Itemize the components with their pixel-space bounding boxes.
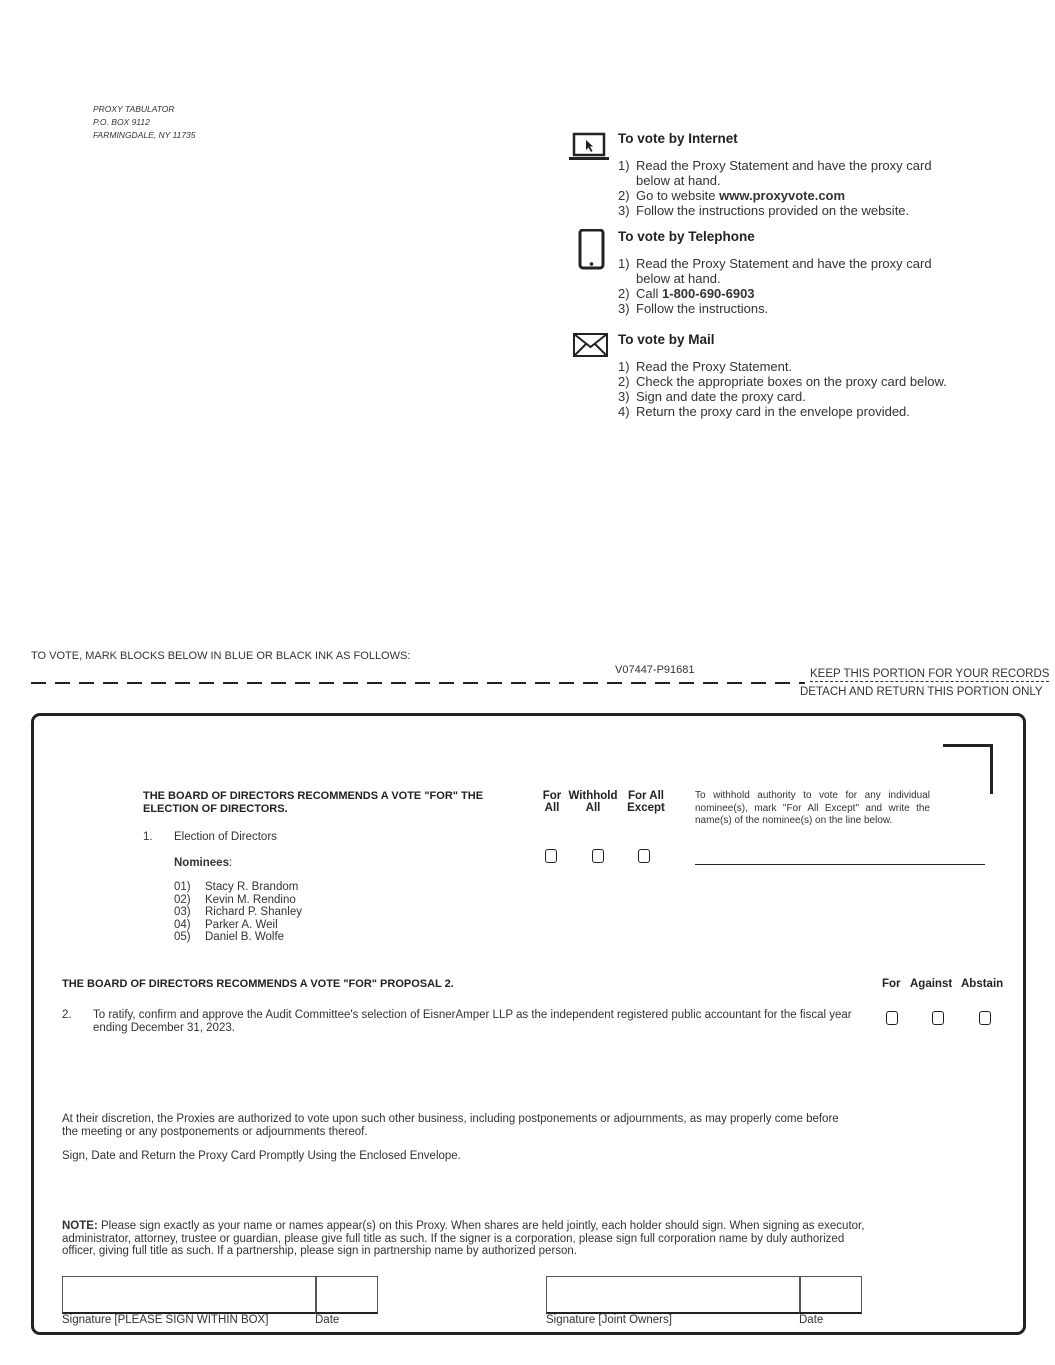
nominee-number: 05) bbox=[174, 931, 191, 943]
col-label: Withhold bbox=[568, 790, 618, 802]
step-number: 3) bbox=[618, 389, 630, 404]
signing-note bbox=[62, 1220, 864, 1258]
withhold-all-checkbox[interactable] bbox=[592, 849, 604, 863]
nominee-number: 04) bbox=[174, 918, 191, 931]
nominees-label-text: Nominees bbox=[174, 857, 229, 869]
note-text: Please sign exactly as your name or names appear(s) on this Proxy. When shares are held jointly, each holder should sign. When signing as executor, bbox=[97, 1220, 865, 1232]
col-label: All bbox=[544, 802, 560, 814]
step-number: 4) bbox=[618, 404, 630, 419]
step-number: 2) bbox=[618, 286, 630, 301]
text-line: administrator, attorney, trustee or guardian, please give full title as such. If the signer is a corporation, please sign full corporation name by duly authorized bbox=[62, 1232, 845, 1245]
col-label: For bbox=[542, 790, 562, 802]
col-label: All bbox=[585, 802, 601, 814]
col-for-all bbox=[540, 790, 564, 814]
internet-title: To vote by Internet bbox=[618, 131, 738, 146]
telephone-title: To vote by Telephone bbox=[618, 229, 755, 244]
withhold-instructions: To withhold authority to vote for any individual nominee(s), mark "For All Except" and write the name(s) of the nominee(s) on the line below. bbox=[695, 790, 930, 826]
address-line: FARMINGDALE, NY 11735 bbox=[93, 130, 196, 140]
col-label: Except bbox=[627, 802, 665, 814]
list-item bbox=[174, 919, 302, 932]
step-text: below at hand. bbox=[636, 271, 721, 286]
discretion-text bbox=[62, 1113, 839, 1138]
heading-line: THE BOARD OF DIRECTORS RECOMMENDS A VOTE "FOR" THE bbox=[143, 790, 484, 802]
text-line: To ratify, confirm and approve the Audit Committee's selection of EisnerAmper LLP as the independent registered public accountant for the fiscal year bbox=[93, 1009, 852, 1021]
vote-by-internet bbox=[568, 131, 958, 221]
signature-label: Signature [PLEASE SIGN WITHIN BOX] bbox=[62, 1314, 269, 1326]
nominees-label bbox=[174, 857, 232, 869]
for-all-except-checkbox[interactable] bbox=[638, 849, 650, 863]
nominee-number: 02) bbox=[174, 893, 191, 906]
step-text: Go to website bbox=[636, 188, 720, 203]
date-label: Date bbox=[315, 1314, 340, 1326]
col-for-all-except bbox=[624, 790, 668, 814]
step-text: Read the Proxy Statement. bbox=[636, 359, 793, 374]
text-line bbox=[62, 1220, 864, 1233]
text-line: At their discretion, the Proxies are authorized to vote upon such other business, including postponements or adjournments, as may properly come before bbox=[62, 1113, 839, 1125]
mark-instructions: TO VOTE, MARK BLOCKS BELOW IN BLUE OR BLACK INK AS FOLLOWS: bbox=[31, 650, 411, 662]
phone-number[interactable]: 1-800-690-6903 bbox=[662, 286, 755, 301]
nominee-number: 01) bbox=[174, 881, 191, 893]
step-text: Check the appropriate boxes on the proxy card below. bbox=[636, 374, 947, 389]
joint-date-box[interactable] bbox=[799, 1276, 862, 1314]
joint-signature-label: Signature [Joint Owners] bbox=[546, 1314, 672, 1326]
nominee-name: Kevin M. Rendino bbox=[205, 893, 296, 906]
detach-portion-label: DETACH AND RETURN THIS PORTION ONLY bbox=[800, 686, 1043, 698]
step-number: 1) bbox=[618, 158, 630, 173]
sign-return-instructions: Sign, Date and Return the Proxy Card Promptly Using the Enclosed Envelope. bbox=[62, 1150, 461, 1162]
step-text: below at hand. bbox=[636, 173, 721, 188]
control-number: V07447-P91681 bbox=[615, 664, 695, 676]
laptop-icon bbox=[568, 131, 610, 163]
step-number: 3) bbox=[618, 203, 630, 218]
address-line: PROXY TABULATOR bbox=[93, 104, 175, 114]
col-abstain: Abstain bbox=[961, 978, 1004, 990]
for-all-checkbox[interactable] bbox=[545, 849, 557, 863]
proposal-2-heading: THE BOARD OF DIRECTORS RECOMMENDS A VOTE "FOR" PROPOSAL 2. bbox=[62, 978, 454, 990]
nominee-number: 03) bbox=[174, 906, 191, 918]
step-number: 2) bbox=[618, 374, 630, 389]
text-line: ending December 31, 2023. bbox=[93, 1021, 235, 1034]
registration-corner-mark bbox=[943, 744, 993, 794]
envelope-icon bbox=[568, 332, 610, 360]
phone-icon bbox=[568, 229, 610, 271]
nominee-name: Daniel B. Wolfe bbox=[205, 931, 285, 943]
heading-line: ELECTION OF DIRECTORS. bbox=[143, 802, 288, 815]
step-number: 3) bbox=[618, 301, 630, 316]
col-withhold-all bbox=[566, 790, 620, 814]
signature-box[interactable] bbox=[62, 1276, 317, 1314]
step-number: 1) bbox=[618, 359, 630, 374]
list-item bbox=[174, 906, 302, 919]
date-box[interactable] bbox=[315, 1276, 378, 1314]
col-label: For All bbox=[628, 790, 664, 802]
list-item bbox=[174, 894, 302, 907]
vote-by-telephone bbox=[568, 229, 958, 319]
colon: : bbox=[228, 857, 233, 869]
joint-date-label: Date bbox=[799, 1314, 824, 1326]
step-text: Return the proxy card in the envelope provided. bbox=[636, 404, 910, 419]
address-line: P.O. BOX 9112 bbox=[93, 117, 150, 127]
step-text: Follow the instructions provided on the website. bbox=[636, 203, 910, 218]
step-number: 1) bbox=[618, 256, 630, 271]
step-number: 2) bbox=[618, 188, 630, 203]
step-text: Read the Proxy Statement and have the proxy card bbox=[636, 256, 932, 271]
except-nominee-write-in-line[interactable] bbox=[695, 864, 985, 865]
list-item bbox=[174, 931, 302, 944]
proposal-2-for-checkbox[interactable] bbox=[886, 1011, 898, 1025]
detach-line bbox=[31, 682, 805, 684]
proposal-1-heading bbox=[143, 790, 483, 815]
vote-by-mail bbox=[568, 332, 958, 422]
proposal-2-against-checkbox[interactable] bbox=[932, 1011, 944, 1025]
step-text: Read the Proxy Statement and have the proxy card bbox=[636, 158, 932, 173]
text-line: officer, giving full title as such. If a partnership, please sign in partnership name by authorized person. bbox=[62, 1245, 578, 1257]
joint-signature-box[interactable] bbox=[546, 1276, 801, 1314]
keep-portion-label: KEEP THIS PORTION FOR YOUR RECORDS bbox=[810, 668, 1050, 680]
website-link[interactable]: www.proxyvote.com bbox=[719, 188, 846, 203]
note-label: NOTE: bbox=[62, 1220, 98, 1232]
step-text: Sign and date the proxy card. bbox=[636, 389, 806, 404]
nominee-name: Parker A. Weil bbox=[205, 918, 278, 931]
nominee-name: Richard P. Shanley bbox=[205, 906, 302, 918]
return-address bbox=[93, 103, 196, 142]
text-line: the meeting or any postponements or adjournments thereof. bbox=[62, 1125, 368, 1138]
proposal-2-text bbox=[93, 1009, 863, 1034]
nominee-list bbox=[174, 881, 302, 944]
col-for: For bbox=[882, 978, 901, 990]
step-text: Call bbox=[636, 286, 663, 301]
list-item bbox=[174, 881, 302, 894]
nominee-name: Stacy R. Brandom bbox=[205, 881, 299, 893]
proposal-1-number: 1. bbox=[143, 831, 153, 843]
proposal-2-abstain-checkbox[interactable] bbox=[979, 1011, 991, 1025]
col-against: Against bbox=[910, 978, 953, 990]
mail-title: To vote by Mail bbox=[618, 332, 715, 347]
step-text: Follow the instructions. bbox=[636, 301, 769, 316]
proposal-2-number: 2. bbox=[62, 1009, 72, 1021]
proposal-1-title: Election of Directors bbox=[174, 831, 277, 843]
